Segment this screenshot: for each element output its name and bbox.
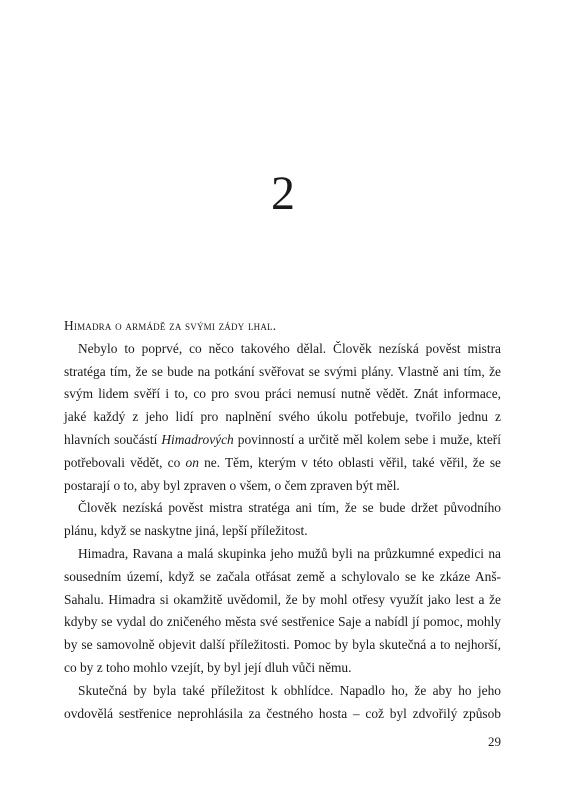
paragraph <box>64 680 501 726</box>
chapter-number: 2 <box>271 167 295 220</box>
paragraph-text: ne. Těm, kterým v této oblasti věřil, také věřil, že se postarají o to, aby byl zpraven o všem, o čem zpraven být měl. <box>64 454 501 493</box>
page-number: 29 <box>488 734 501 749</box>
paragraph-opening <box>64 315 501 338</box>
paragraph-text: Skutečná by byla také příležitost k obhlídce. Napadlo ho, že aby ho jeho ovdovělá sestřenice neprohlásila za čestného hosta – což byl zdvořilý způsob <box>64 682 501 721</box>
paragraph <box>64 543 501 680</box>
italic-word: on <box>185 454 199 470</box>
paragraph-text: povinností a určitě měl kolem sebe i muže, kteří potřebovali vědět, co <box>64 431 501 470</box>
paragraph <box>64 497 501 543</box>
paragraph <box>64 338 501 498</box>
paragraph-text: Nebylo to poprvé, co něco takového dělal. Člověk nezíská pověst mistra stratéga tím, že se bude na potkání svěřovat se svými plány. Vlastně ani tím, že svým lidem svěří i to, co pro svou práci nemusí nutně vědět. Znát informace, jaké každý z jeho lidí pro naplnění svého úkolu potřebuje, tvořilo jednu z hlavních součástí <box>64 340 501 447</box>
paragraph-text: Himadra, Ravana a malá skupinka jeho mužů byli na průzkumné expedici na sousedním území, když se začala otřásat země a schylovalo se ke zkáze Anš-Sahalu. Himadra si okamžitě uvědomil, že by mohl otřesy využít jako lest a že kdyby se vydal do zničeného města své sestřenice Saje a nabídl jí pomoc, mohly by se samovolně objevit další příležitosti. Pomoc by byla skutečná a to nejhorší, co by z toho mohlo vzejít, by byl její dluh vůči němu. <box>64 545 501 675</box>
italic-name: Himadrových <box>161 431 234 447</box>
paragraph-text: Člověk nezíská pověst mistra stratéga ani tím, že se bude držet původního plánu, když se naskytne jiná, lepší příležitost. <box>64 500 501 539</box>
chapter-body <box>64 315 501 725</box>
opening-line-smallcaps: Himadra o armádě za svými zády lhal. <box>64 318 277 333</box>
